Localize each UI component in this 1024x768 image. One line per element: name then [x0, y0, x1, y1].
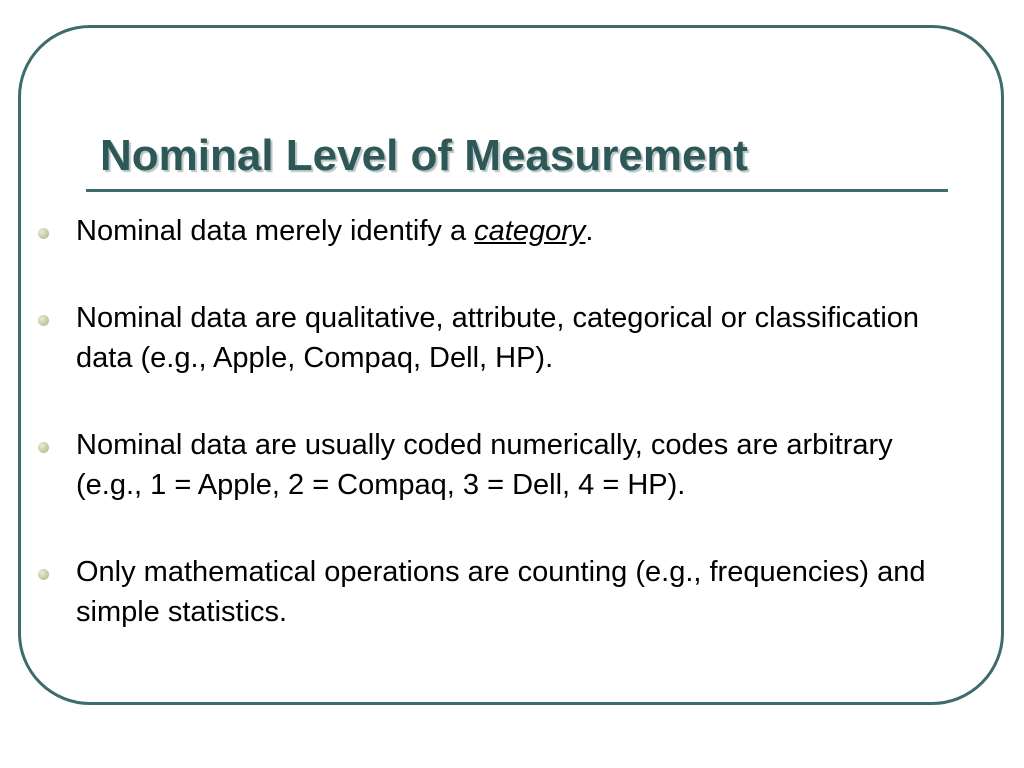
- bullet-item: [38, 211, 938, 251]
- bullet-dot-icon: [38, 315, 49, 326]
- bullet-list: [38, 211, 938, 679]
- title-underline: [86, 189, 948, 192]
- bullet-item: [38, 552, 938, 632]
- bullet-dot-icon: [38, 569, 49, 580]
- bullet-text: Only mathematical operations are counting (e.g., frequencies) and simple statistics.: [76, 556, 926, 628]
- bullet-text-part: Nominal data merely identify a: [76, 215, 475, 247]
- bullet-text: [76, 211, 938, 251]
- bullet-item: [38, 425, 938, 505]
- bullet-text: Nominal data are usually coded numerically, codes are arbitrary (e.g., 1 = Apple, 2 = Compaq, 3 = Dell, 4 = HP).: [76, 429, 893, 501]
- emphasized-term: category: [474, 215, 586, 247]
- slide-title: Nominal Level of Measurement: [100, 131, 748, 180]
- bullet-item: [38, 298, 938, 378]
- bullet-dot-icon: [38, 228, 49, 239]
- bullet-dot-icon: [38, 442, 49, 453]
- bullet-text-part: .: [585, 215, 594, 247]
- bullet-text: Nominal data are qualitative, attribute, categorical or classification data (e.g., Apple, Compaq, Dell, HP).: [76, 302, 920, 374]
